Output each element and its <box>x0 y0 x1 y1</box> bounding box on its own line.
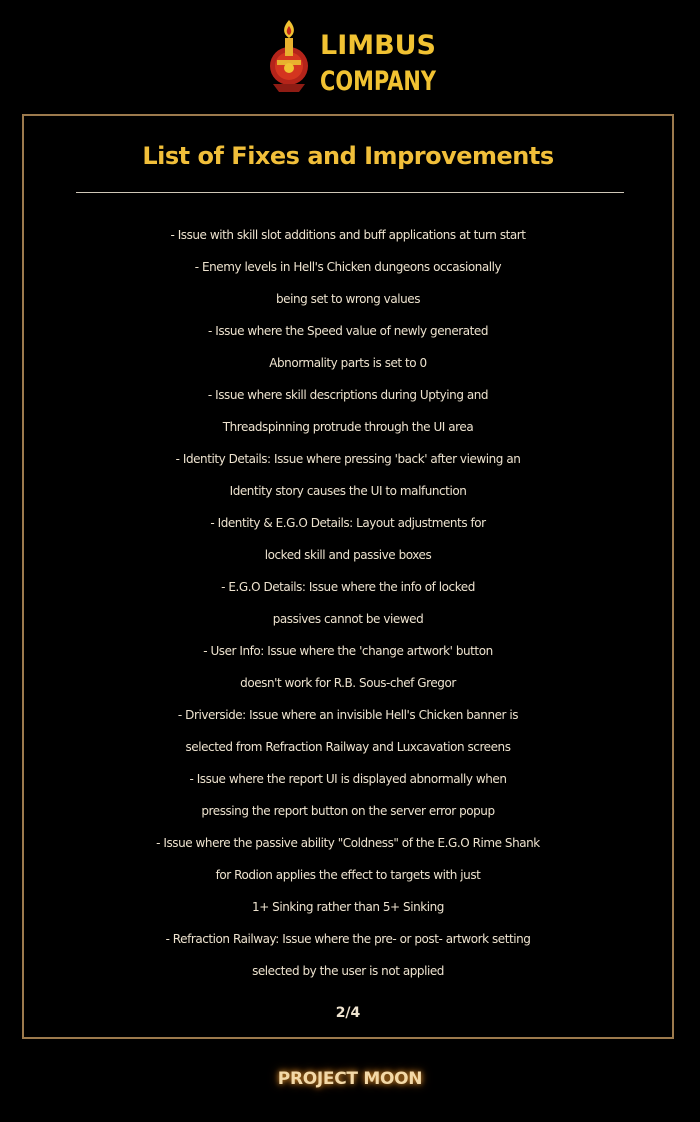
fix-item-line: Threadspinning protrude through the UI area <box>222 420 474 434</box>
fix-item <box>24 571 672 635</box>
fix-item-line: selected from Refraction Railway and Luxcavation screens <box>185 740 511 754</box>
fix-item <box>24 219 672 251</box>
fix-item-line: Identity story causes the UI to malfunction <box>229 484 467 498</box>
fix-item-line: - Issue with skill slot additions and buff applications at turn start <box>170 228 526 242</box>
emblem-icon <box>270 20 308 92</box>
fix-item-line: - Issue where the report UI is displayed abnormally when <box>189 772 507 786</box>
fix-item-line: - Driverside: Issue where an invisible Hell's Chicken banner is <box>177 708 519 722</box>
fix-item-line: - Identity & E.G.O Details: Layout adjustments for <box>210 516 486 530</box>
fix-item-line: - Enemy levels in Hell's Chicken dungeons occasionally <box>194 260 502 274</box>
fix-item-line: - E.G.O Details: Issue where the info of locked <box>221 580 475 594</box>
fix-item-line: - Issue where the Speed value of newly generated <box>207 324 488 338</box>
fix-item <box>24 507 672 571</box>
fix-item <box>24 443 672 507</box>
fix-item <box>24 379 672 443</box>
fix-item <box>24 763 672 827</box>
title-divider <box>76 192 624 193</box>
fix-item-line: pressing the report button on the server error popup <box>201 804 495 818</box>
fix-item <box>24 315 672 379</box>
fix-item <box>24 635 672 699</box>
fix-item-line: selected by the user is not applied <box>252 964 444 978</box>
fix-item <box>24 251 672 315</box>
fix-item-line: doesn't work for R.B. Sous-chef Gregor <box>240 676 456 690</box>
fix-item-line: passives cannot be viewed <box>272 612 424 626</box>
fix-item-line: for Rodion applies the effect to targets with just <box>215 868 481 882</box>
fix-item-line: 1+ Sinking rather than 5+ Sinking <box>252 900 444 914</box>
page-indicator: 2/4 <box>335 1005 361 1021</box>
fix-item-line: - Issue where skill descriptions during Uptying and <box>207 388 489 402</box>
fix-item-line: - Identity Details: Issue where pressing 'back' after viewing an <box>175 452 521 466</box>
fixes-list <box>24 219 672 987</box>
fix-item-line: - Refraction Railway: Issue where the pre- or post- artwork setting <box>165 932 531 946</box>
panel-title: List of Fixes and Improvements <box>142 142 554 170</box>
fix-item-line: - User Info: Issue where the 'change artwork' button <box>203 644 493 658</box>
logo-text-line2: COMPANY <box>320 66 437 97</box>
logo-text-line1: LIMBUS <box>320 30 436 61</box>
fix-item-line: being set to wrong values <box>275 292 421 306</box>
fix-item-line: - Issue where the passive ability "Coldness" of the E.G.O Rime Shank <box>156 836 540 850</box>
project-moon-label: PROJECT MOON <box>277 1069 423 1089</box>
fix-item-line: Abnormality parts is set to 0 <box>269 356 427 370</box>
fix-item-line: locked skill and passive boxes <box>264 548 432 562</box>
fix-item <box>24 923 672 987</box>
fix-item <box>24 699 672 763</box>
fix-item <box>24 827 672 923</box>
limbus-company-logo <box>263 16 439 98</box>
patch-notes-panel <box>22 114 674 1039</box>
